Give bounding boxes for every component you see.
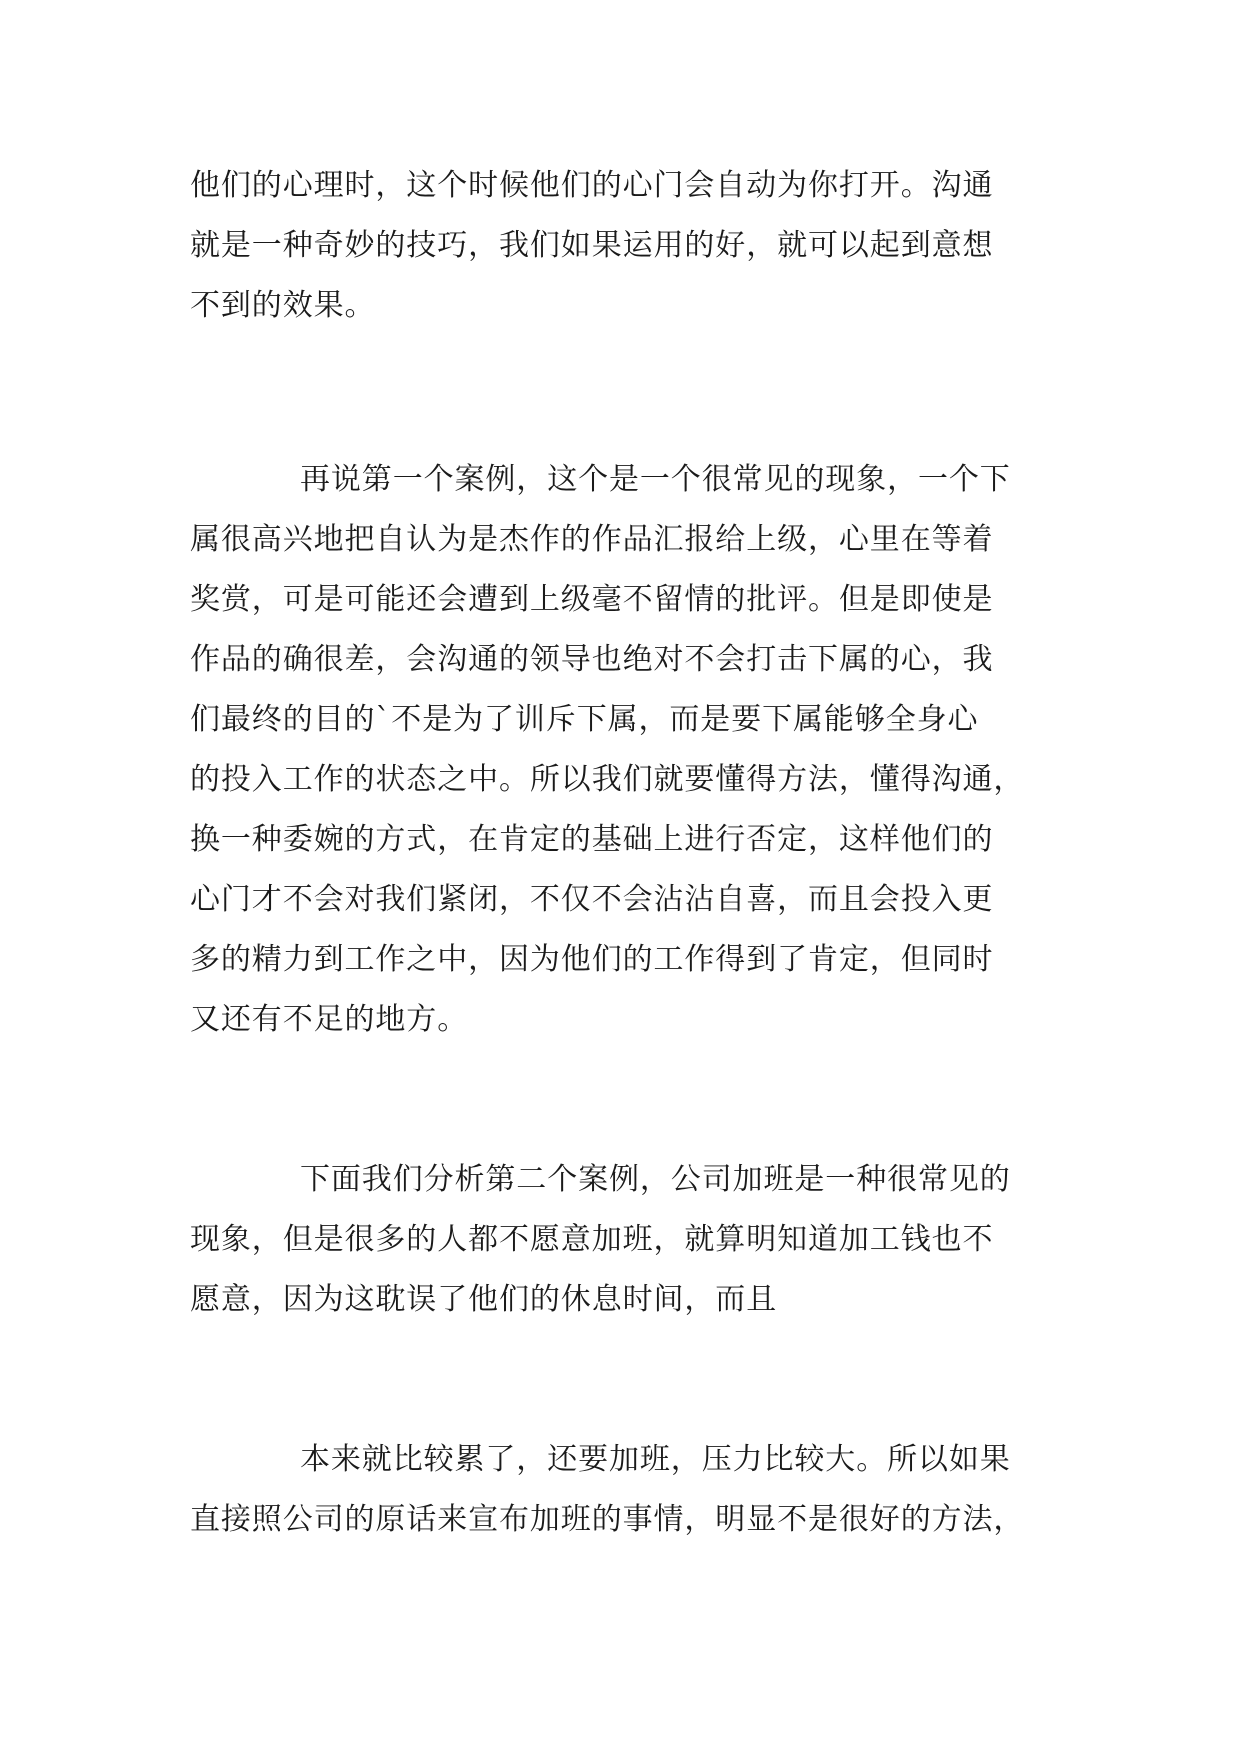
text-line: 不到的效果。 (190, 288, 376, 323)
text-line: 现象，但是很多的人都不愿意加班，就算明知道加工钱也不 (190, 1222, 994, 1257)
text-line: 换一种委婉的方式，在肯定的基础上进行否定，这样他们的 (190, 822, 994, 857)
paragraph-4 (190, 1430, 1052, 1550)
text-line: 再说第一个案例，这个是一个很常见的现象，一个下 (300, 462, 1011, 497)
text-line: 们最终的目的`不是为了训斥下属，而是要下属能够全身心 (190, 702, 979, 737)
text-line: 奖赏，可是可能还会遭到上级毫不留情的批评。但是即使是 (190, 582, 994, 617)
text-line: 属很高兴地把自认为是杰作的作品汇报给上级，心里在等着 (190, 522, 994, 557)
text-line: 心门才不会对我们紧闭，不仅不会沾沾自喜，而且会投入更 (190, 882, 994, 917)
text-line: 的投入工作的状态之中。所以我们就要懂得方法，懂得沟通， (190, 762, 1025, 797)
text-line: 直接照公司的原话来宣布加班的事情，明显不是很好的方法， (190, 1502, 1025, 1537)
paragraph-3 (190, 1150, 1052, 1330)
text-line: 就是一种奇妙的技巧，我们如果运用的好，就可以起到意想 (190, 228, 994, 263)
text-line: 本来就比较累了，还要加班，压力比较大。所以如果 (300, 1442, 1011, 1477)
paragraph-2 (190, 450, 1052, 1050)
text-line: 多的精力到工作之中，因为他们的工作得到了肯定，但同时 (190, 942, 994, 977)
text-line: 下面我们分析第二个案例，公司加班是一种很常见的 (300, 1162, 1011, 1197)
text-line: 作品的确很差，会沟通的领导也绝对不会打击下属的心，我 (190, 642, 994, 677)
text-line: 愿意，因为这耽误了他们的休息时间，而且 (190, 1282, 778, 1317)
text-line: 又还有不足的地方。 (190, 1002, 469, 1037)
text-line: 他们的心理时，这个时候他们的心门会自动为你打开。沟通 (190, 168, 994, 203)
paragraph-1 (190, 156, 1052, 336)
